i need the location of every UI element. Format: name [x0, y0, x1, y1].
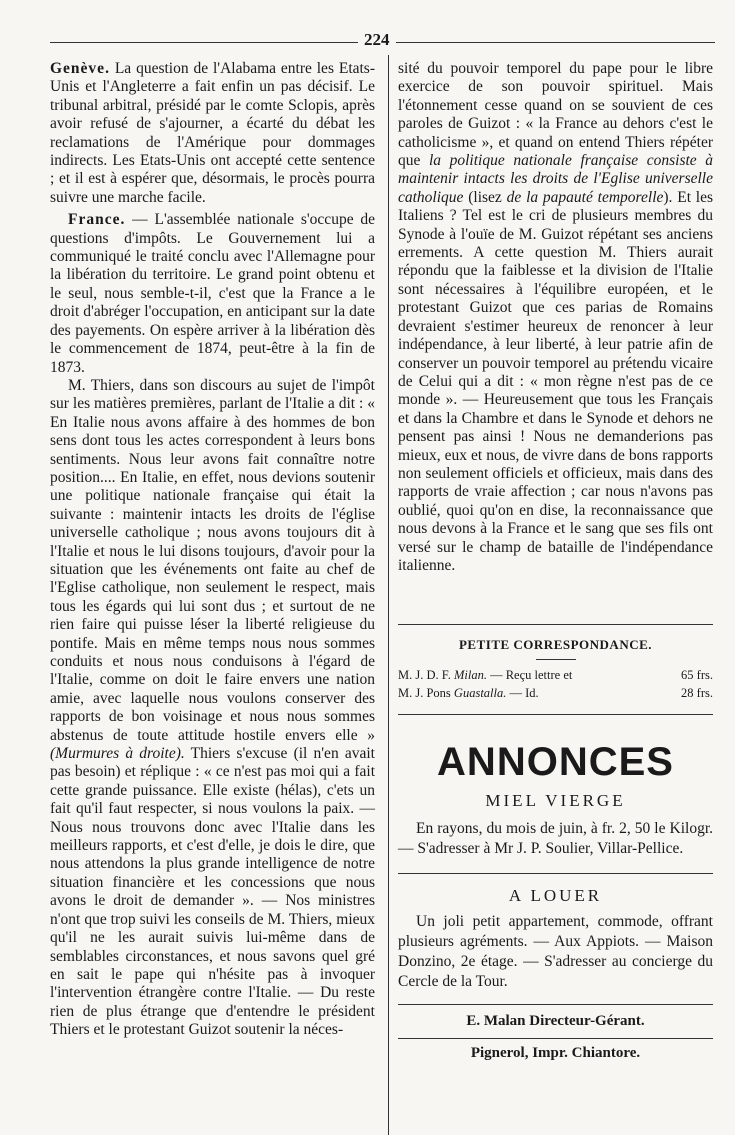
correspondance-section [398, 618, 713, 721]
corr-sep: — Reçu lettre et [490, 668, 573, 682]
section-rule [398, 624, 713, 625]
section-rule [398, 873, 713, 874]
corr-place: Guastalla. [453, 686, 507, 700]
right-text-2: (lisez [468, 188, 502, 206]
right-text-3: ). Et les Italiens ? Tel est le cri de plusieurs membres du Synode à l'ouïe de M. Guizot répétant ses anciens errements. A cette question M. Thiers aurait répondu que la faiblesse et la division de l'Italie sont nécessaires à l'équilibre européen, et le protestant Guizot que ces parias de Romains devraient s'estimer heureux de renoncer à leur indépendance, à leur liberté, à leur patrie afin de conserver un pouvoir temporel au prétendu vicaire de Celui qui a dit : « mon règne n'est pas de ce monde ». — Heureusement que tous les Français et dans la Chambre et dans le Synode et dehors ne pensent pas ainsi ! Nous ne demanderions pas mieux, eux et nous, de vivre dans de bons rapports non seulement officiels et officieux, mais dans des rapports de vraie affection ; car nous n'avons pas oublié, quoi qu'on en dise, la reconnaissance que nous devons à la France et le sang que ses fils ont versé sur le champ de bataille de l'indépendance italienne. [398, 188, 714, 574]
thiers-text-1: M. Thiers, dans son discours au sujet de l'impôt sur les matières premières, parlant de l'Italie a dit : « En Italie nous avons affaire à des hommes de bon sens dont tous les actes correspondent à leurs bons sentiments. Nous leur avons fait connaître notre position.... En Italie, en effet, nous devions soutenir une politique nationale française qui était la suivante : maintenir intacts les droits de l'église universelle catholique ; nous avons toujours dit à l'Italie et nous le lui disons toujours, d'avoir pour la situation que les événements ont faite au chef de l'Eglise catholique, non seulement le respect, mais tous les égards qui lui sont dus ; et surtout de ne rien faire qui puisse léser la liberté religieuse du pontife. Mais en même temps nous nous sommes conduits et nous nous conduisons à l'égard de l'Italie, comme on doit le faire envers une nation amie, avec laquelle nous voulons conserver des rapports de bon voisinage et nous nous sommes abstenus de toute attitude hostile envers elle » [50, 376, 375, 744]
footer-imprimeur: Pignerol, Impr. Chiantore. [470, 1045, 641, 1061]
corr-place: Milan. [453, 668, 487, 682]
annonces-title: ANNONCES [437, 740, 674, 784]
column-divider [388, 55, 389, 1135]
correspondance-row [398, 684, 713, 702]
thiers-paragraph [50, 377, 375, 1040]
ad2-body [398, 912, 713, 992]
footer-gerant: E. Malan Directeur-Gérant. [466, 1013, 645, 1029]
ad2-title: A LOUER [508, 886, 603, 905]
ad1-text: En rayons, du mois de juin, à fr. 2, 50 le Kilogr. — S'adresser à Mr J. P. Soulier, Villar-Pellice. [398, 820, 713, 857]
thiers-text-2: Thiers s'excuse (il n'en avait pas besoin) et réplique : « ce n'est pas moi qui a fait cette grande puissance. Elle existe (hélas), c'ets un fait qu'il faut respecter, si nous voulons la paix. — Nous nous trouvons donc avec l'Italie dans les meilleurs rapports, et c'est d'elle, je dois le dire, que nous attendons la plus grande intelligence de notre situation financière et les concessions que nous avons le droit de demander ». — Nos ministres n'ont que trop suivi les conseils de M. Thiers, mieux qu'il ne les aurait suivis lui-même dans de semblables circonstances, et nous savons quel gré en sait le pape qui n'hésite pas à invoquer l'intervention étrangère contre l'Italie. — Du reste rien de plus étrange que d'entendre le président Thiers et le protestant Guizot soutenir la néces- [50, 745, 375, 1039]
ad1-title: MIEL VIERGE [485, 791, 626, 810]
corr-name: M. J. D. F. [398, 668, 451, 682]
section-rule [398, 1038, 713, 1039]
right-italic-2: de la papauté temporelle [506, 188, 664, 206]
right-paragraph [398, 60, 713, 575]
france-text: — L'assemblée nationale s'occupe de questions d'impôts. Le Gouvernement lui a communiqué le traité conclu avec l'Allemagne pour la libération du territoire. Le grand point obtenu et le seul, nous semble-t-il, c'est que la France a le droit d'abréger l'occupation, en anticipant sur la date des payements. On espère arriver à la libération dès le commencement de 1874, peut-être à la fin de 1873. [50, 211, 376, 376]
france-heading: France. [68, 211, 126, 229]
correspondance-row [398, 666, 713, 684]
corr-amount: 65 frs. [681, 668, 713, 682]
france-paragraph [50, 211, 375, 377]
correspondance-title: PETITE CORRESPONDANCE. [458, 637, 653, 652]
annonces-section [398, 740, 713, 1062]
short-rule [536, 659, 576, 660]
ad1-body [398, 819, 713, 859]
section-rule [398, 1004, 713, 1005]
right-italic-1: la politique nationale française consiste à maintenir intacts les droits de l'Eglise universelle catholique [398, 152, 713, 206]
geneve-paragraph [50, 60, 375, 207]
geneve-text: La question de l'Alabama entre les Etats-Unis et l'Angleterre a fait enfin un pas décisif. Le tribunal arbitral, présidé par le comte Sclopis, après avoir refusé de s'ajourner, a écarté du débat les reclamations de l'Amérique pour dommages indirects. Les Etats-Unis ont accepté cette sentence ; et il est à espérer que, désormais, le procès pourra suivre une marche facile. [50, 60, 376, 206]
left-column [50, 60, 375, 1040]
section-rule [398, 714, 713, 715]
corr-amount: 28 frs. [681, 686, 713, 700]
thiers-murmures: (Murmures à droite). [50, 745, 185, 763]
ad2-text: Un joli petit appartement, commode, offrant plusieurs agréments. — Aux Appiots. — Maison Donzino, 2e étage. — S'adresser au concierge du Cercle de la Tour. [398, 913, 713, 990]
right-text-1: sité du pouvoir temporel du pape pour le libre exercice de son pouvoir spirituel. Mais l'étonnement cesse quand on se souvient de ces paroles de Guizot : « la France au dehors c'est le catholicisme », et quand on entend Thiers répéter que [398, 60, 713, 170]
right-column [398, 60, 713, 575]
geneve-heading: Genève. [50, 60, 110, 77]
corr-name: M. J. Pons [398, 686, 451, 700]
corr-sep: — Id. [509, 686, 539, 700]
page-number: 224 [358, 30, 396, 50]
